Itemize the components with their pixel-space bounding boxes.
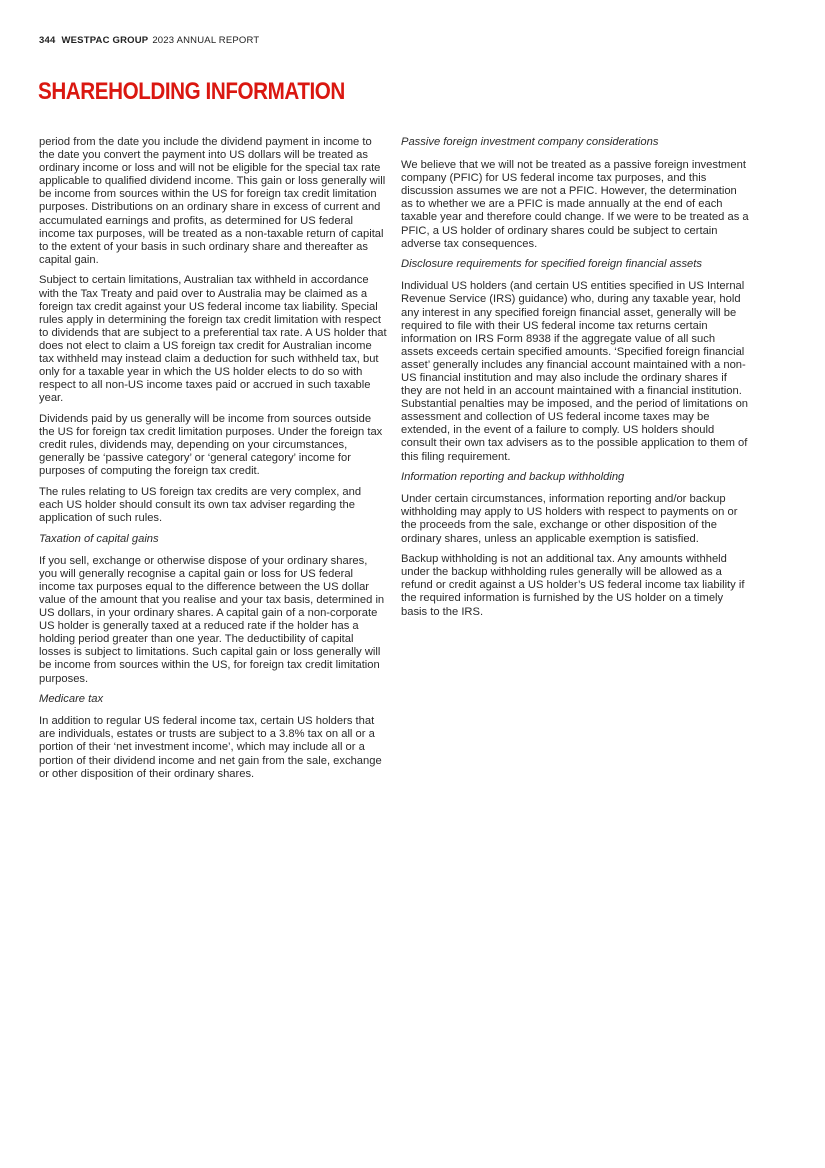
page-header [39,35,259,46]
paragraph: Individual US holders (and certain US entities specified in US Internal Revenue Service (IRS) guidance) who, during any taxable year, hold any interest in any specified foreign financial asset, generally will be required to file with their US federal income tax returns certain information on IRS Form 8938 if the aggregate value of all such assets exceeds certain specified amounts. ‘Specified foreign financial asset’ generally includes any financial account maintained with a non-US financial institution and may also include the ordinary shares if they are not held in an account maintained with a financial institution. Substantial penalties may be imposed, and the period of limitations on assessment and collection of US federal income taxes may be extended, in the event of a failure to comply. US holders should consult their own tax advisers as to the possible application to them of this filing requirement. [401,280,749,463]
company-name: WESTPAC GROUP [61,35,149,46]
page-number: 344 [39,35,56,46]
section-heading: Information reporting and backup withholding [401,471,625,484]
left-column [39,136,387,788]
section-heading: Disclosure requirements for specified foreign financial assets [401,258,702,271]
report-name: 2023 ANNUAL REPORT [152,35,260,46]
section-heading: Medicare tax [39,693,104,706]
paragraph: Under certain circumstances, information reporting and/or backup withholding may apply to US holders with respect to payments on or the proceeds from the sale, exchange or other disposition of the ordinary shares, unless an applicable exemption is satisfied. [401,493,738,545]
paragraph: We believe that we will not be treated as a passive foreign investment company (PFIC) for US federal income tax purposes, and this discussion assumes we are not a PFIC. However, the determination as to whether we are a PFIC is made annually at the end of each taxable year and therefore could change. If we were to be treated as a PFIC, a US holder of ordinary shares could be subject to certain adverse tax consequences. [401,159,749,250]
right-column [401,136,749,626]
section-heading: Passive foreign investment company considerations [401,136,659,148]
paragraph: The rules relating to US foreign tax credits are very complex, and each US holder should consult its own tax adviser regarding the application of such rules. [39,485,362,525]
paragraph: Subject to certain limitations, Australian tax withheld in accordance with the Tax Treaty and paid over to Australia may be claimed as a foreign tax credit against your US federal income tax liability. Special rules apply in determining the foreign tax credit limitation with respect to dividends that are subject to a preferential tax rate. A US holder that does not elect to claim a US foreign tax credit for Australian income tax withheld may instead claim a deduction for such withheld tax, but only for a taxable year in which the US holder elects to do so with respect to all non-US income taxes paid or accrued in such taxable year. [39,274,387,405]
paragraph: period from the date you include the dividend payment in income to the date you convert the payment into US dollars will be treated as ordinary income or loss and will not be eligible for the special tax rate applicable to qualified dividend income. This gain or loss generally will be income from sources within the US for foreign tax credit limitation purposes. Distributions on an ordinary share in excess of current and accumulated earnings and profits, as determined for US federal income tax purposes, will be treated as a non-taxable return of capital to the extent of your basis in such ordinary share and thereafter as capital gain. [39,136,386,266]
paragraph: Backup withholding is not an additional tax. Any amounts withheld under the backup withholding rules generally will be allowed as a refund or credit against a US holder’s US federal income tax liability if the required information is furnished by the US holder on a timely basis to the IRS. [401,553,745,618]
paragraph: Dividends paid by us generally will be income from sources outside the US for foreign tax credit limitation purposes. Under the foreign tax credit rules, dividends may, depending on your circumstances, generally be ‘passive category’ or ‘general category’ income for purposes of computing the foreign tax credit. [39,412,383,478]
paragraph: If you sell, exchange or otherwise dispose of your ordinary shares, you will generally recognise a capital gain or loss for US federal income tax purposes equal to the difference between the US dollar value of the amount that you realise and your tax basis, determined in US dollars, in your ordinary shares. A capital gain of a non-corporate US holder is generally taxed at a reduced rate if the holder has a holding period greater than one year. The deductibility of capital losses is subject to limitations. Such capital gain or loss generally will be income from sources within the US, for foreign tax credit limitation purposes. [39,554,385,685]
page-title: SHAREHOLDING INFORMATION [38,78,345,105]
paragraph: In addition to regular US federal income tax, certain US holders that are individuals, estates or trusts are subject to a 3.8% tax on all or a portion of their ‘net investment income’, which may include all or a portion of their dividend income and net gain from the sale, exchange or other disposition of their ordinary shares. [39,715,382,780]
section-heading: Taxation of capital gains [39,532,159,545]
